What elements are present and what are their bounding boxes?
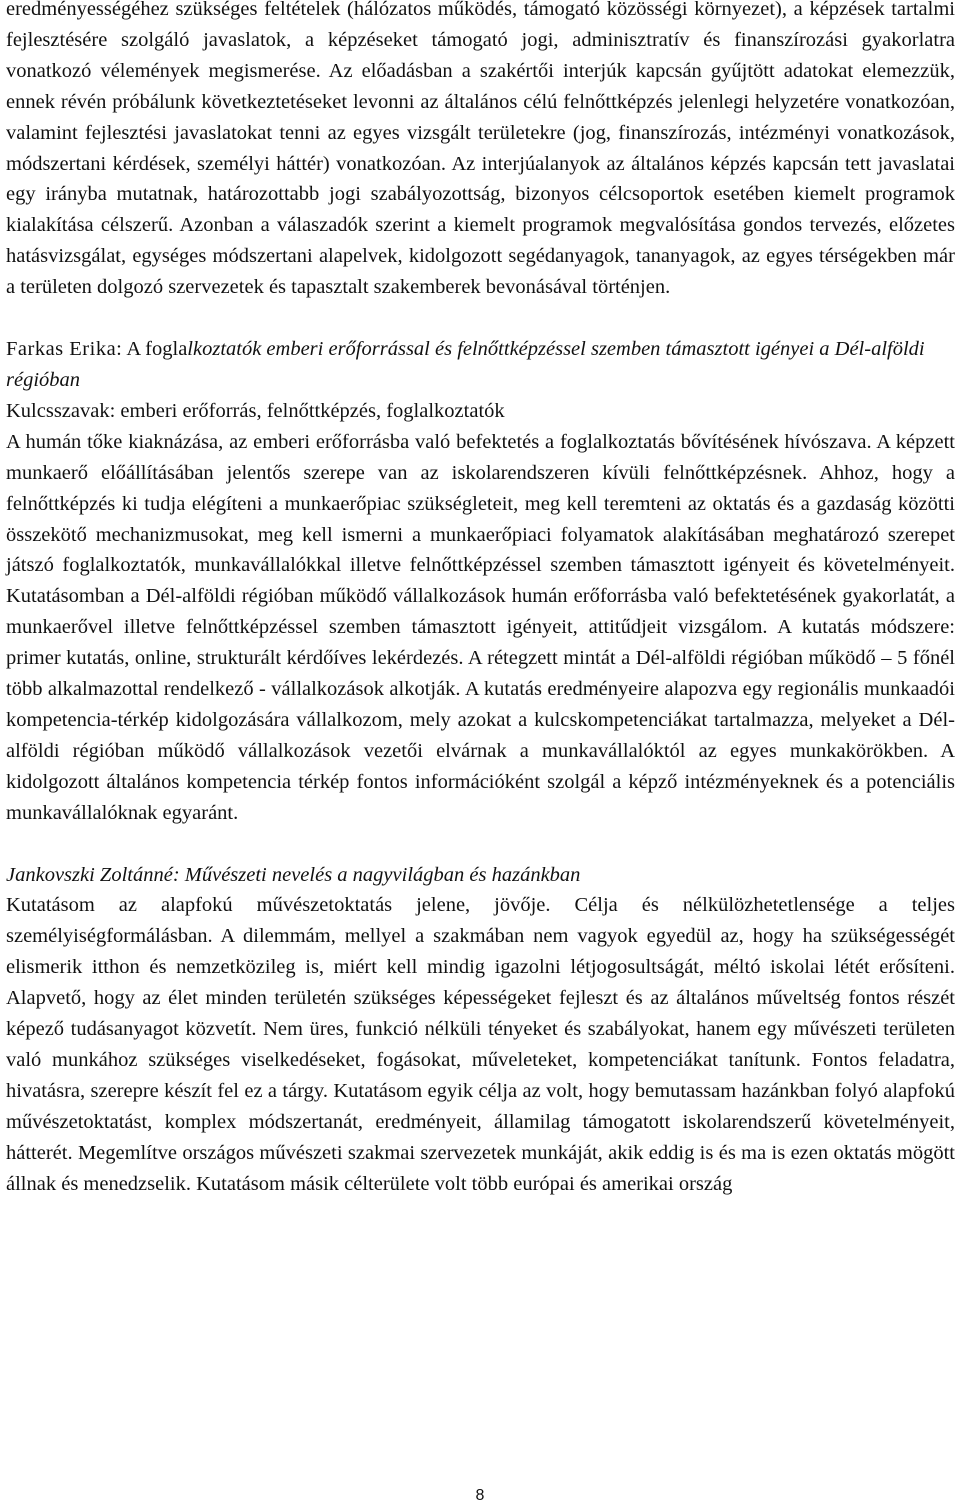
section-author: Farkas Erika: <box>6 338 123 361</box>
section-author: Jankovszki Zoltánné: <box>6 863 180 886</box>
keywords-line: Kulcsszavak: emberi erőforrás, felnőttképzés, foglalkoztatók <box>6 399 505 422</box>
section-body-jankovszki: Kutatásom az alapfokú művészetoktatás jelene, jövője. Célja és nélkülözhetetlensége a teljes személyiségformálásban. A dilemmám, mellyel a szakmában nem vagyok egyedül az, hogy ha szükségességét elismerik itthon és nemzetközileg is, miért kell mindig igazolni létjogosultságát, méltó iskolai létét erősíteni. Alapvető, hogy az élet minden területén szükséges képességeket fejleszt és az általános műveltség fontos részét képező tudásanyagot közvetít. Nem üres, funkció nélküli tényeket és szabályokat, hanem egy művészeti területen való munkához szükséges viselkedéseket, fogásokat, műveleteket, kompetenciákat tanítunk. Fontos feladatra, hivatásra, szerepre készít fel ez a tárgy. Kutatásom egyik célja az volt, hogy bemutassam hazánkban folyó alapfokú művészetoktatást, komplex módszertanát, eredményeit, államilag támogatott iskolarendszerű követelményeit, hátterét. Megemlítve országos művészeti szakmai szervezetek munkáját, akik eddig is és ma is ezen oktatás mögött állnak és menedzselik. Kutatásom másik célterülete volt több európai és amerikai ország <box>6 894 955 1195</box>
section-body-farkas: A humán tőke kiaknázása, az emberi erőforrásba való befektetés a foglalkoztatás bővítésének hívószava. A képzett munkaerő előállításában jelentős szerepe van az iskolarendszeren kívüli felnőttképzésnek. Ahhoz, hogy a felnőttképzés ki tudja elégíteni a munkaerőpiac szükségleteit, meg kell teremteni az oktatás és a gazdaság közötti összekötő mechanizmusokat, meg kell ismerni a munkaerőpiaci folyamatok alakításában meghatározó szerepet játszó foglalkoztatók, munkavállalókkal illetve felnőttképzéssel szemben támasztott igényeit és követelményeit. Kutatásomban a Dél-alföldi régióban működő vállalkozások humán erőforrásba való befektetésének gyakorlatát, a munkaerővel illetve felnőttképzéssel szemben támasztott igényeit, attitűdjeit vizsgálom. A kutatás módszere: primer kutatás, online, strukturált kérdőíves lekérdezés. A rétegzett mintát a Dél-alföldi régióban működő – 5 főnél több alkalmazottal rendelkező - vállalkozások alkotják. A kutatás eredményeire alapozva egy regionális munkaadói kompetencia-térkép kidolgozására vállalkozom, mely azokat a kulcskompetenciákat tartalmazza, melyeket a Dél-alföldi régióban működő vállalkozások vezetői elvárnak a munkavállalóktól az egyes munkakörökben. A kidolgozott általános kompetencia térkép fontos információként szolgál a képző intézményeknek és a potenciális munkavállalóknak egyaránt. <box>6 430 955 824</box>
page-number: 8 <box>475 1487 485 1504</box>
section-title-start: A fogla <box>126 338 188 361</box>
section-gap <box>6 829 955 860</box>
section-title: Művészeti nevelés a nagyvilágban és hazánkban <box>184 863 581 886</box>
document-page <box>6 0 955 1200</box>
section-heading-jankovszki <box>6 860 955 891</box>
section-heading-farkas <box>6 334 955 396</box>
section-gap <box>6 303 955 334</box>
intro-paragraph: eredményességéhez szükséges feltételek (hálózatos működés, támogató közösségi környezet), a képzések tartalmi fejlesztésére szolgáló javaslatok, a képzéseket támogató jogi, adminisztratív és finanszírozási gyakorlatra vonatkozó vélemények megismerése. Az előadásban a szakértői interjúk kapcsán gyűjtött adatokat elemezzük, ennek révén próbálunk következtetéseket levonni az általános célú felnőttképzés jelenlegi helyzetére vonatkozóan, valamint fejlesztési javaslatokat tenni az egyes vizsgált területekre (jog, finanszírozás, intézményi vonatkozások, módszertani kérdések, személyi háttér) vonatkozóan. Az interjúalanyok az általános képzés kapcsán tett javaslatai egy irányba mutatnak, határozottabb jogi szabályozottság, bizonyos célcsoportok esetében kiemelt programok kialakítása célszerű. Azonban a válaszadók szerint a kiemelt programok megvalósítása gondos tervezés, előzetes hatásvizsgálat, egységes módszertani alapelvek, kidolgozott segédanyagok, tananyagok, az egyes térségekben már a területen dolgozó szervezetek és tapasztalt szakemberek bevonásával történjen. <box>6 0 955 299</box>
section-title: lkoztatók emberi erőforrással és felnőttképzéssel szemben támasztott igényei a Dél-alföldi régióban <box>6 338 925 391</box>
